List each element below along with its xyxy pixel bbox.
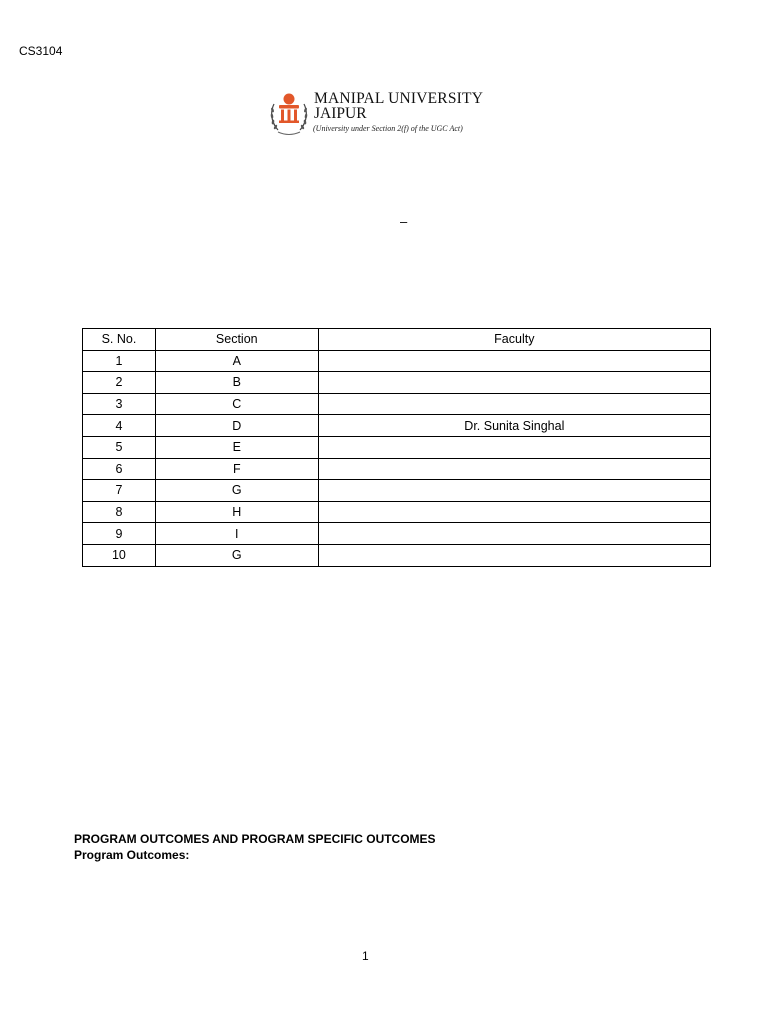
cell-section: C: [155, 393, 318, 415]
table-row: [83, 350, 711, 372]
table-row: [83, 436, 711, 458]
table-row: [83, 372, 711, 394]
cell-sno: 9: [83, 523, 156, 545]
table-row: [83, 415, 711, 437]
cell-faculty: [318, 501, 710, 523]
cell-section: F: [155, 458, 318, 480]
cell-sno: 2: [83, 372, 156, 394]
table-row: [83, 458, 711, 480]
section-faculty-table: [82, 328, 711, 567]
cell-sno: 8: [83, 501, 156, 523]
cell-faculty: [318, 436, 710, 458]
table-row: [83, 544, 711, 566]
cell-faculty: [318, 480, 710, 502]
table-row: [83, 501, 711, 523]
program-outcomes-heading: PROGRAM OUTCOMES AND PROGRAM SPECIFIC OUTCOMES: [74, 832, 436, 846]
cell-section: H: [155, 501, 318, 523]
cell-section: A: [155, 350, 318, 372]
cell-section: B: [155, 372, 318, 394]
cell-faculty: [318, 458, 710, 480]
course-code: CS3104: [19, 44, 63, 58]
cell-faculty: Dr. Sunita Singhal: [318, 415, 710, 437]
cell-faculty: [318, 544, 710, 566]
cell-faculty: [318, 350, 710, 372]
cell-section: I: [155, 523, 318, 545]
title-dash: –: [400, 214, 408, 229]
cell-faculty: [318, 372, 710, 394]
university-logo: [268, 88, 498, 140]
header-faculty: Faculty: [318, 329, 710, 351]
header-section: Section: [155, 329, 318, 351]
university-name: MANIPAL UNIVERSITY: [314, 90, 484, 107]
university-city: JAIPUR: [314, 105, 367, 122]
university-emblem-icon: [268, 88, 310, 138]
cell-sno: 7: [83, 480, 156, 502]
table-row: [83, 480, 711, 502]
university-subtitle: (University under Section 2(f) of the UGC Act): [313, 124, 463, 133]
page-number: 1: [362, 949, 369, 963]
cell-sno: 1: [83, 350, 156, 372]
cell-sno: 4: [83, 415, 156, 437]
cell-section: E: [155, 436, 318, 458]
cell-sno: 10: [83, 544, 156, 566]
table-row: [83, 393, 711, 415]
cell-section: G: [155, 480, 318, 502]
header-sno: S. No.: [83, 329, 156, 351]
program-outcomes-subheading: Program Outcomes:: [74, 848, 190, 862]
cell-sno: 5: [83, 436, 156, 458]
table-row: [83, 523, 711, 545]
cell-faculty: [318, 523, 710, 545]
cell-section: G: [155, 544, 318, 566]
table-header-row: [83, 329, 711, 351]
cell-faculty: [318, 393, 710, 415]
cell-section: D: [155, 415, 318, 437]
cell-sno: 3: [83, 393, 156, 415]
cell-sno: 6: [83, 458, 156, 480]
